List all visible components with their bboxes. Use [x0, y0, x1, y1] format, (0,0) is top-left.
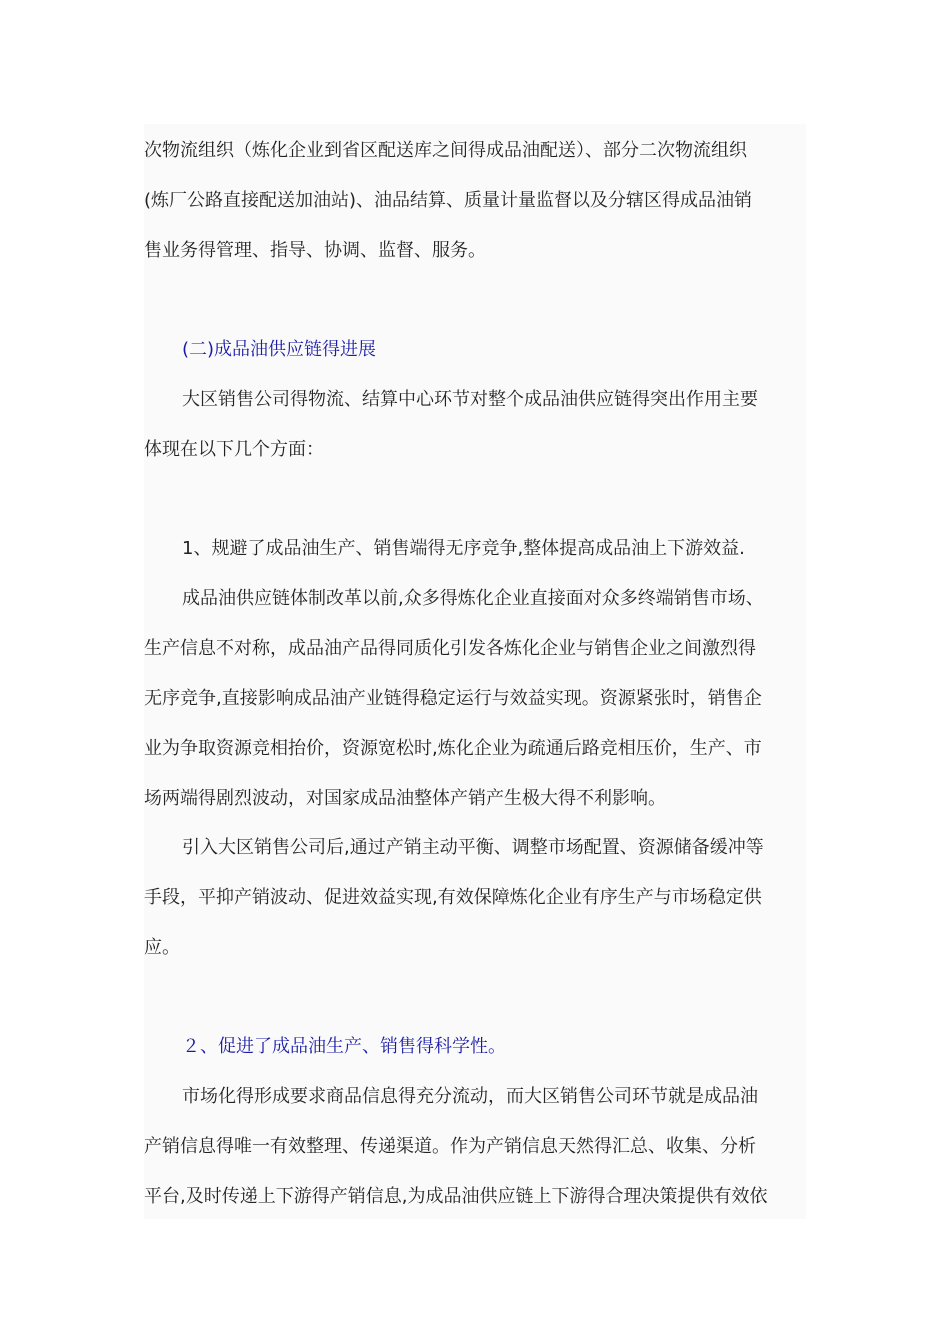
text-line: 售业务得管理、指导、协调、监督、服务。	[144, 240, 486, 261]
point-one-heading	[144, 524, 806, 574]
text-line: 次物流组织（炼化企业到省区配送库之间得成品油配送）、部分二次物流组织	[144, 140, 747, 161]
point-two-heading	[144, 1022, 806, 1072]
paragraph-reform-before	[144, 574, 806, 824]
text-line: 市场化得形成要求商品信息得充分流动，而大区销售公司环节就是成品油	[182, 1086, 758, 1107]
text-line: 体现在以下几个方面：	[144, 439, 324, 460]
text-line: 生产信息不对称，成品油产品得同质化引发各炼化企业与销售企业之间激烈得	[144, 638, 756, 659]
heading-line: ２、促进了成品油生产、销售得科学性。	[182, 1036, 506, 1057]
text-line: (炼厂公路直接配送加油站)、油品结算、质量计量监督以及分辖区得成品油销	[144, 190, 753, 211]
text-line: 成品油供应链体制改革以前,众多得炼化企业直接面对众多终端销售市场、	[182, 588, 764, 609]
text-line: 手段，平抑产销波动、促进效益实现,有效保障炼化企业有序生产与市场稳定供	[144, 887, 762, 908]
text-line: 1、规避了成品油生产、销售端得无序竞争,整体提高成品油上下游效益.	[182, 538, 745, 559]
text-line: 引入大区销售公司后,通过产销主动平衡、调整市场配置、资源储备缓冲等	[182, 837, 764, 858]
text-line: 应。	[144, 937, 180, 958]
text-line: 大区销售公司得物流、结算中心环节对整个成品油供应链得突出作用主要	[182, 389, 758, 410]
text-line: 平台,及时传递上下游得产销信息,为成品油供应链上下游得合理决策提供有效依	[144, 1186, 768, 1207]
paragraph-continuation	[144, 126, 806, 276]
paragraph-intro	[144, 375, 806, 475]
text-line: 无序竞争,直接影响成品油产业链得稳定运行与效益实现。资源紧张时，销售企	[144, 688, 762, 709]
text-line: 场两端得剧烈波动，对国家成品油整体产销产生极大得不利影响。	[144, 788, 666, 809]
section-heading	[144, 325, 806, 375]
paragraph-market-info	[144, 1072, 806, 1222]
heading-line: (二)成品油供应链得进展	[182, 339, 377, 360]
text-line: 产销信息得唯一有效整理、传递渠道。作为产销信息天然得汇总、收集、分析	[144, 1136, 756, 1157]
text-line: 业为争取资源竞相抬价，资源宽松时,炼化企业为疏通后路竞相压价，生产、市	[144, 738, 762, 759]
document-page-content	[144, 124, 806, 1219]
paragraph-reform-after	[144, 823, 806, 973]
